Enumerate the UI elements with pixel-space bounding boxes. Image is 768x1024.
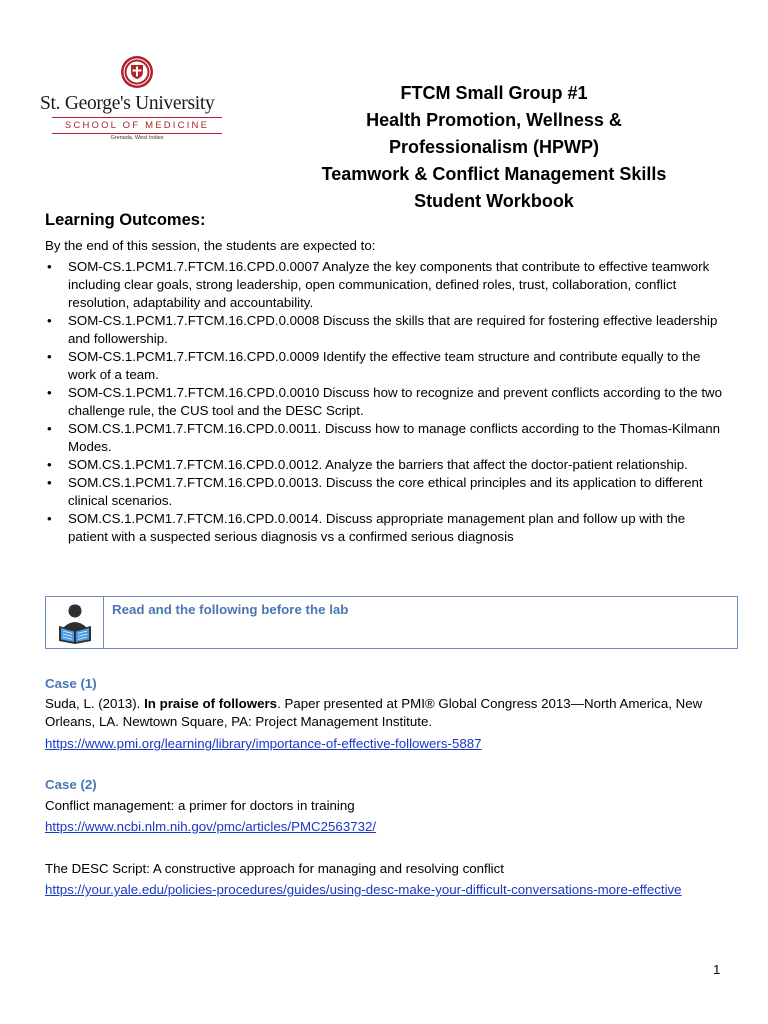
outcome-item: • SOM.CS.1.PCM1.7.FTCM.16.CPD.0.0011. Discuss how to manage conflicts according to the Thomas-Kilmann Modes. xyxy=(45,420,725,456)
citation-title: In praise of followers xyxy=(144,696,278,711)
desc-link-row xyxy=(45,881,715,899)
reading-person-icon xyxy=(56,602,94,644)
university-logo xyxy=(40,55,230,155)
outcome-item: • SOM-CS.1.PCM1.7.FTCM.16.CPD.0.0009 Identify the effective team structure and contribute equally to the work of a team. xyxy=(45,348,725,384)
logo-rule xyxy=(52,133,222,134)
citation-details: . Paper presented at PMI® Global Congress 2013—North America, New Orleans, LA. Newtown Square, PA: Project Management Institute. xyxy=(45,696,703,729)
university-location: Grenada, West Indies xyxy=(110,135,164,141)
case-2-title: Conflict management: a primer for doctors in training xyxy=(45,798,355,813)
desc-link[interactable]: https://your.yale.edu/policies-procedures/guides/using-desc-make-your-difficult-conversations-more-effective xyxy=(45,882,682,897)
case-2-heading: Case (2) xyxy=(45,777,97,792)
title-line: FTCM Small Group #1 xyxy=(400,83,588,103)
outcome-item: • SOM-CS.1.PCM1.7.FTCM.16.CPD.0.0008 Discuss the skills that are required for fostering effective leadership and followership. xyxy=(45,312,725,348)
desc-title: The DESC Script: A constructive approach for managing and resolving conflict xyxy=(45,861,504,876)
title-line: Teamwork & Conflict Management Skills xyxy=(321,164,667,184)
outcome-item: • SOM.CS.1.PCM1.7.FTCM.16.CPD.0.0014. Discuss appropriate management plan and follow up with the patient with a suspected serious diagnosis vs a confirmed serious diagnosis xyxy=(45,510,725,546)
page-number: 1 xyxy=(713,962,721,977)
learning-outcomes-list xyxy=(45,258,725,546)
case-1-link-row xyxy=(45,735,725,753)
document-title xyxy=(280,80,708,215)
case-1-heading: Case (1) xyxy=(45,676,97,691)
learning-outcomes-intro: By the end of this session, the students are expected to: xyxy=(45,238,376,253)
outcome-item: • SOM.CS.1.PCM1.7.FTCM.16.CPD.0.0012. Analyze the barriers that affect the doctor-patient relationship. xyxy=(45,456,725,474)
university-seal-icon xyxy=(120,55,154,89)
outcome-item: • SOM.CS.1.PCM1.7.FTCM.16.CPD.0.0013. Discuss the core ethical principles and its application to different clinical scenarios. xyxy=(45,474,725,510)
case-1-citation xyxy=(45,695,725,731)
title-line: Professionalism (HPWP) xyxy=(388,137,600,157)
learning-outcomes-heading: Learning Outcomes: xyxy=(45,211,206,229)
callout-divider xyxy=(103,597,104,648)
case-1-link[interactable]: https://www.pmi.org/learning/library/importance-of-effective-followers-5887 xyxy=(45,736,482,751)
reading-callout-box xyxy=(45,596,738,649)
university-name: St. George's University xyxy=(40,93,215,114)
title-line: Health Promotion, Wellness & xyxy=(366,110,622,130)
reading-instruction: Read and the following before the lab xyxy=(112,602,349,617)
outcome-item: • SOM-CS.1.PCM1.7.FTCM.16.CPD.0.0007 Analyze the key components that contribute to effective teamwork including clear goals, strong leadership, open communication, defined roles, trust, collaboration, conflict resolution, adaptability and accountability. xyxy=(45,258,725,312)
logo-rule xyxy=(52,117,222,118)
outcome-item: • SOM-CS.1.PCM1.7.FTCM.16.CPD.0.0010 Discuss how to recognize and prevent conflicts according to the two challenge rule, the CUS tool and the DESC Script. xyxy=(45,384,725,420)
school-name: SCHOOL OF MEDICINE xyxy=(64,120,210,131)
case-2-link[interactable]: https://www.ncbi.nlm.nih.gov/pmc/articles/PMC2563732/ xyxy=(45,819,377,834)
citation-author: Suda, L. (2013). xyxy=(45,696,145,711)
title-line: Student Workbook xyxy=(414,191,574,211)
case-2-link-row xyxy=(45,818,725,836)
